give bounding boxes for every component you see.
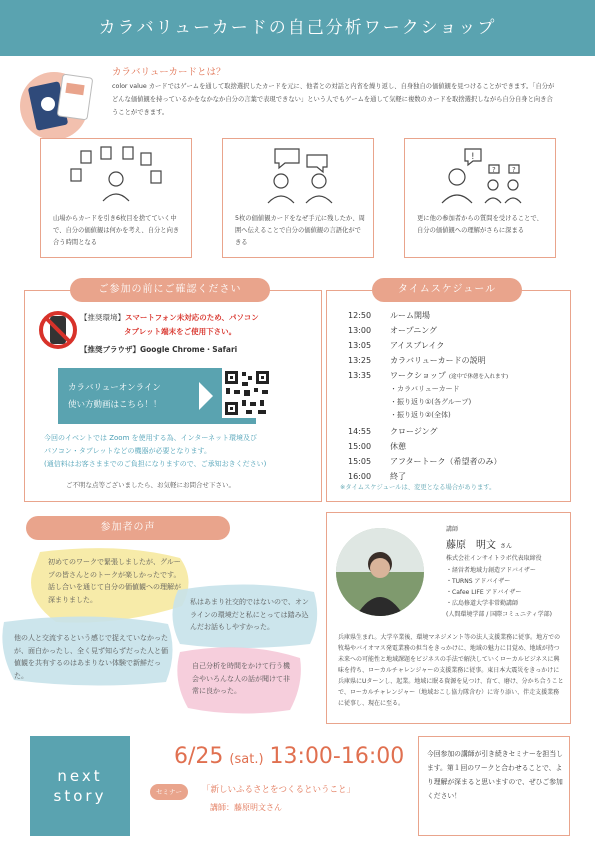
seminar-speaker: 講師：藤原明文さん — [210, 803, 282, 812]
group-questions-icon — [405, 143, 555, 205]
schedule-row: 13:25 カラバリューカードの説明 — [348, 356, 486, 365]
intro-body: color value カードではゲームを通して取捨選択したカードを元に、他者との対話と内省を繰り返し、自身独自の価値観を見つけることができます。「自分がどんな価値観を持っているかをなかなか自分の言葉で表現できない」という人でもゲームを通して気軽に複数のカードを取捨選択しながら自分自身と向き合うことができます。 — [112, 83, 555, 116]
seminar-title: 「新しいふるさとをつくるということ」 — [202, 785, 356, 795]
value-cards-illustration — [16, 64, 106, 144]
feature-text: 更に他の参加者からの質問を受けることで、自分の価値観への理解がさらに深まる — [417, 215, 543, 234]
schedule-row: 13:05 アイスブレイク — [348, 341, 445, 350]
svg-text:?: ? — [492, 166, 496, 174]
arrow-right-icon — [199, 382, 213, 410]
next-event-info — [140, 736, 406, 836]
lecturer-title: ・広島修道大学非常勤講師 — [446, 600, 519, 607]
seminar-description-box — [418, 736, 570, 836]
schedule-heading: タイムスケジュール — [372, 278, 522, 302]
contact-note: ご不明な点等ございましたら、お気軽にお問合せ下さい。 — [66, 481, 235, 489]
feature-box-share-values — [222, 138, 374, 258]
lecturer-title: (人間環境学部 / 国際コミュニティ学部) — [446, 611, 552, 618]
event-time: 13:00-16:00 — [269, 744, 405, 769]
event-date: 6/25 — [174, 744, 224, 769]
two-people-talking-icon — [223, 143, 373, 205]
schedule-row: 15:05 アフタートーク（希望者のみ） — [348, 457, 502, 466]
recommended-browser: 【推奨ブラウザ】Google Chrome・Safari — [80, 345, 238, 354]
seminar-description: 今回参加の講師が引き続きセミナーを担当します。第１回のワークと合わせることで、より理解が深まると思いますので、ぜひご参加ください！ — [427, 750, 563, 800]
event-day: (sat.) — [229, 752, 264, 767]
lecturer-title: ・TURNS アドバイザー — [446, 578, 511, 585]
lecturer-name: 藤原 明文 — [446, 540, 496, 551]
rec-env-line2: タブレット端末をご使用下さい。 — [124, 327, 237, 336]
feature-text: 5枚の価値観カードをなぜ手元に残したか、周囲へ伝えることで自分の価値観の言語化ができる — [235, 215, 365, 246]
workshop-break-note: (途中で休憩を入れます) — [448, 374, 509, 380]
recommended-environment — [80, 312, 259, 323]
intro-heading: カラバリューカードとは？ — [112, 67, 226, 78]
zoom-notice — [44, 432, 314, 471]
schedule-row: 16:00 終了 — [348, 472, 406, 481]
qr-code-icon[interactable] — [222, 368, 272, 418]
schedule-row: 14:55 クロージング — [348, 427, 438, 436]
person-thinking-cards-icon — [41, 143, 191, 205]
lecturer-portrait-icon — [336, 528, 424, 616]
schedule-subitem: ・振り返り②(全体) — [390, 411, 451, 419]
schedule-subitem: ・カラバリューカード — [390, 385, 460, 393]
participant-voice-2: 私はあまり社交的ではないので、オンラインの環境だと私にとっては踏み込んだお話もしやすかった。 — [190, 598, 309, 631]
online-line1: カラバリューオンライン — [68, 383, 161, 393]
zoom-line3: (通信料はお客さままでのご負担になりますので、ご承知おきください) — [44, 460, 267, 468]
notice-heading: ご参加の前にご確認ください — [70, 278, 270, 302]
participant-voice-1: 初めてのワークで緊張しましたが、グループの皆さんとのトークが楽しかったです。話し合いを通じて自分の価値観への理解が深まりました。 — [48, 558, 181, 604]
lecturer-role: 講師 — [446, 526, 459, 533]
next-story-block — [30, 736, 130, 836]
page-title: カラバリューカードの自己分析ワークショップ — [98, 18, 497, 38]
schedule-note: ※タイムスケジュールは、変更となる場合があります。 — [340, 484, 496, 491]
rec-env-label: 【推奨環境】 — [80, 313, 125, 322]
next-label-2: story — [53, 787, 107, 805]
feature-text: 山場からカードを引き6枚目を捨てていく中で、自分の価値観は何かを考え、自分と向き合う時間となる — [53, 215, 180, 246]
lecturer-bio: 兵庫県生まれ。大学卒業後、環境マネジメント等の法人支援業務に従事。地方での牧場やバイオマス発電業務の担当をきっかけに、地域の魅力に目覚め、地域が持つ未来への可能性と地域課題をビジネスの手法で解決していくローカルビジネスに興味を持ち、ローカルチャレンジャーの支援業務に従事。東日本大震災をきっかけに兵庫県にUターンし、起業。地域に眠る資源を見つけ、育て、磨け、分かち合うことで、ローカルチャレンジャー（地域おこし協力隊含む）に寄り添い、伴走支援業務に従事し、現在に至る。 — [338, 634, 564, 707]
schedule-row: 13:00 オープニング — [348, 326, 438, 335]
lecturer-company: 株式会社インサイトラボ代表取締役 — [446, 555, 542, 562]
feature-box-questions — [404, 138, 556, 258]
schedule-row: 12:50 ルーム開場 — [348, 311, 430, 320]
zoom-line2: パソコン・タブレットなどの機器が必要となります。 — [44, 447, 211, 455]
zoom-line1: 今回のイベントでは Zoom を使用する為、インターネット環境及び — [44, 434, 257, 442]
svg-text:!: ! — [471, 152, 475, 162]
seminar-badge: セミナー — [150, 784, 188, 800]
lecturer-photo — [336, 528, 424, 616]
rec-env-line1: スマートフォン未対応のため、パソコン — [125, 313, 259, 322]
participant-voice-3: 他の人と交流するという感じで捉えていなかったが、面白かったし、全く見ず知らずだった人と価値観を共有するのはあまりない体験で新鮮だった。 — [14, 634, 168, 680]
no-smartphone-icon — [38, 310, 78, 350]
lecturer-honorific: さん — [500, 543, 513, 550]
lecturer-title: ・Cafee LIFE アドバイザー — [446, 589, 522, 596]
feature-box-draw-cards — [40, 138, 192, 258]
svg-text:?: ? — [512, 166, 516, 174]
schedule-subitem: ・振り返り①(各グループ) — [390, 398, 472, 406]
schedule-row: 15:00 休憩 — [348, 442, 406, 451]
schedule-row: 13:35 ワークショップ (途中で休憩を入れます) — [348, 371, 509, 380]
lecturer-name-line — [446, 536, 512, 551]
participant-voice-4: 自己分析を時間をかけて行う機会やいろんな人の話が聞けて非常に良かった。 — [192, 662, 290, 695]
event-datetime — [174, 744, 404, 769]
lecturer-title: ・経営者地域力創造アドバイザー — [446, 567, 536, 574]
online-line2: 使い方動画はこちら！！ — [68, 400, 162, 410]
next-label-1: next — [57, 767, 103, 785]
voices-heading: 参加者の声 — [26, 516, 230, 540]
